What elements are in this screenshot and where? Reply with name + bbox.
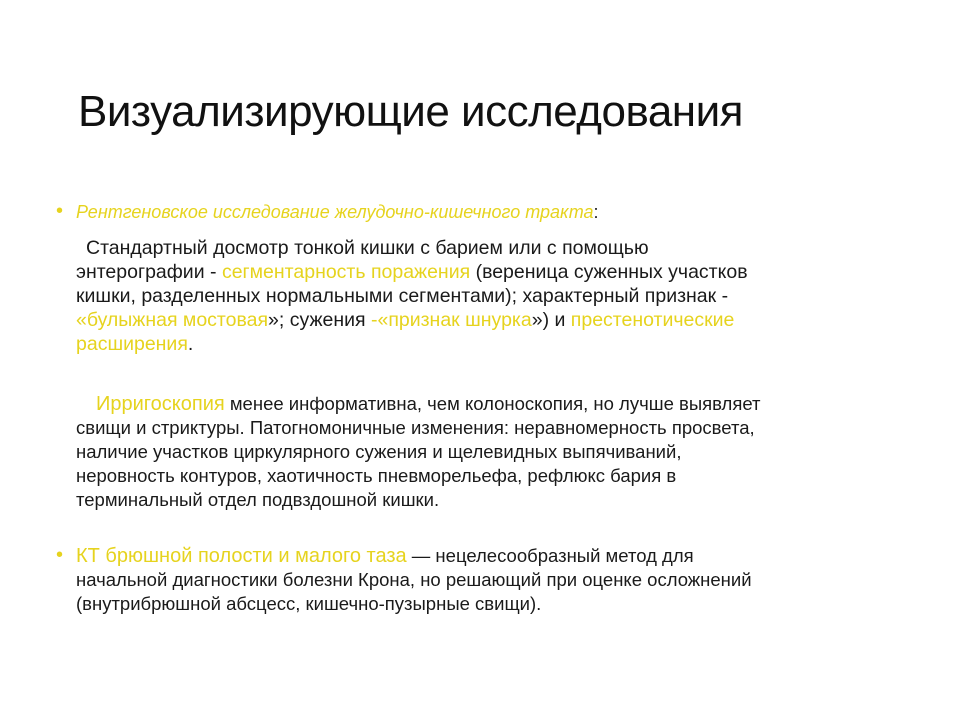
xray-highlight: Рентгеновское исследование <box>76 202 330 222</box>
xray-colon: : <box>593 202 599 222</box>
bullet-icon: • <box>56 200 64 222</box>
paragraph-irrigoscopy <box>56 392 916 512</box>
text-span: менее информативна, чем колоноскопия, но лучше выявляет <box>224 393 761 414</box>
ct-line-2: начальной диагностики болезни Крона, но решающий при оценке осложнений <box>76 569 752 590</box>
dilation-highlight: расширения <box>76 333 188 355</box>
cobblestone-highlight: «булыжная мостовая <box>76 309 269 331</box>
barium-line-3: кишки, разделенных нормальными сегментами); характерный признак - <box>76 285 729 307</box>
irrigoscopy-highlight: Ирригоскопия <box>96 393 225 415</box>
string-sign-highlight: -«признак шнурка <box>370 309 532 331</box>
barium-line-1: Стандартный досмотр тонкой кишки с барием или с помощью <box>86 237 649 259</box>
text-span: »; сужения <box>268 309 371 331</box>
irrigoscopy-line-2: свищи и стриктуры. Патогномоничные изменения: неравномерность просвета, <box>76 417 755 438</box>
text-span: — нецелесообразный метод для <box>406 545 694 566</box>
text-span: энтерографии - <box>76 261 222 283</box>
barium-line-5 <box>76 332 916 356</box>
segmental-highlight: сегментарность поражения <box>221 261 471 283</box>
prestenotic-highlight: престенотические <box>570 309 735 331</box>
barium-line-4 <box>76 308 916 332</box>
paragraph-barium <box>56 236 916 356</box>
bullet-ct <box>56 544 916 616</box>
ct-highlight: КТ брюшной полости и малого таза <box>76 545 407 567</box>
slide-content <box>56 200 916 616</box>
irrigoscopy-line-1 <box>76 392 916 416</box>
irrigoscopy-line-4: неровность контуров, хаотичность пневморельефа, рефлюкс бария в <box>76 465 677 486</box>
text-span: . <box>187 333 194 355</box>
text-span: (вереница суженных участков <box>470 261 748 283</box>
xray-rest: желудочно-кишечного тракта <box>329 202 594 222</box>
ct-line-1 <box>76 544 916 568</box>
bullet-icon: • <box>56 544 64 566</box>
irrigoscopy-line-5: терминальный отдел подвздошной кишки. <box>76 489 440 510</box>
ct-line-3: (внутрибрюшной абсцесс, кишечно-пузырные свищи). <box>76 593 542 614</box>
bullet-xray <box>56 200 916 224</box>
slide-title: Визуализирующие исследования <box>78 87 743 136</box>
text-span: ») и <box>531 309 571 331</box>
barium-line-2 <box>76 260 916 284</box>
irrigoscopy-line-3: наличие участков циркулярного сужения и щелевидных выпячиваний, <box>76 441 682 462</box>
